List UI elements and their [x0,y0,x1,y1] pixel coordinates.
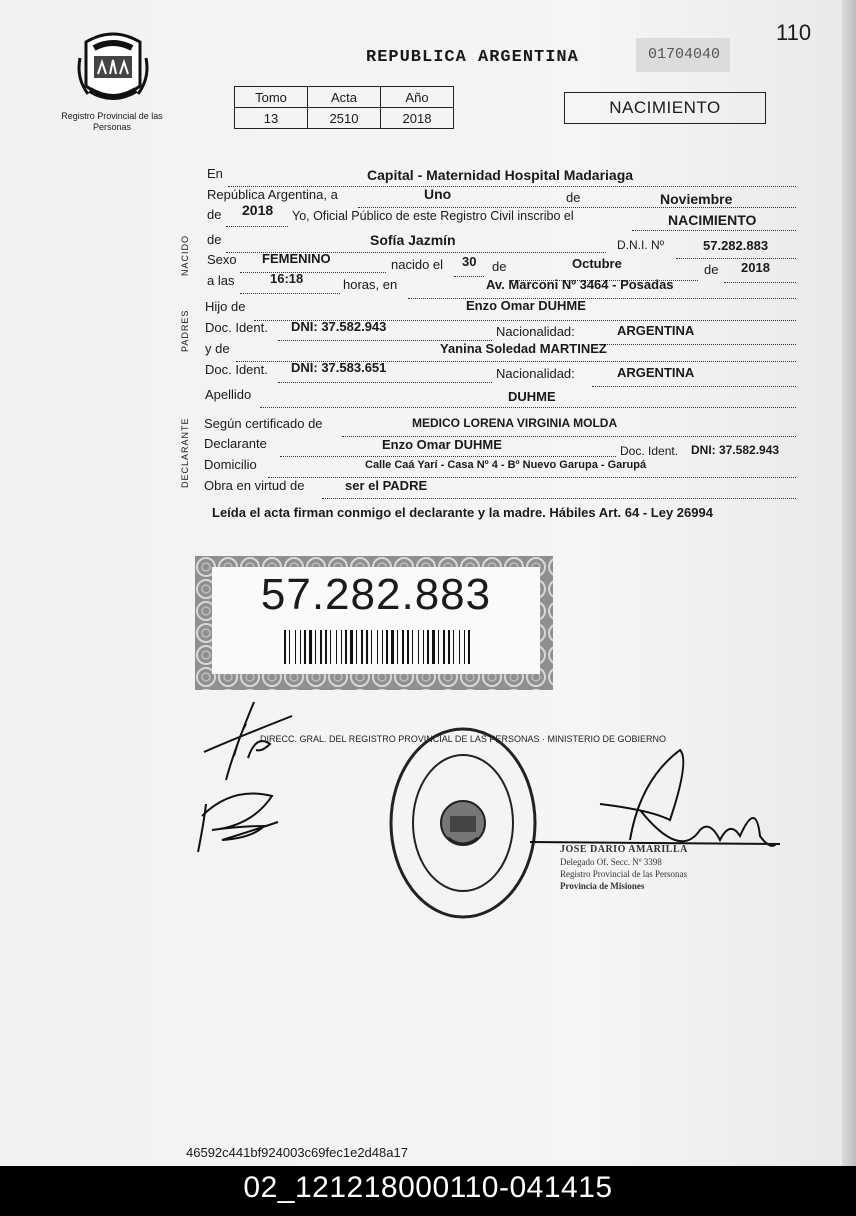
country-title: REPUBLICA ARGENTINA [366,48,579,67]
barcode-bar [427,630,429,664]
year-value: 2018 [242,202,274,218]
barcode-bar [418,630,419,664]
father-doc-label: Doc. Ident. [205,320,268,335]
nacido-label: nacido el [391,257,444,272]
sexo-label: Sexo [207,252,237,267]
birth-month: Octubre [572,256,622,271]
place-of-registration: Capital - Maternidad Hospital Madariaga [367,167,634,183]
hijo-label: Hijo de [205,299,246,314]
declarant-address: Calle Caá Yarí - Casa Nº 4 - Bº Nuevo Garupa - Garupá [365,459,647,471]
barcode [284,630,474,664]
official-province: Provincia de Misiones [560,881,645,891]
declarant-name: Enzo Omar DUHME [382,437,502,452]
declarante-label: Declarante [204,436,267,451]
father-nat-label: Nacionalidad: [496,324,575,339]
official-stamp-text [560,844,688,892]
barcode-bar [468,630,470,664]
birth-year: 2018 [741,260,770,275]
acta-header: Acta [308,87,381,108]
declarant-doc: DNI: 37.582.943 [691,443,780,457]
scan-id-bar [0,1166,856,1216]
barcode-bar [407,630,409,664]
child-name: Sofía Jazmín [370,232,456,248]
month-value: Noviembre [660,191,733,207]
barcode-bar [391,630,394,664]
certificate-doctor: MEDICO LORENA VIRGINIA MOLDA [412,416,618,430]
barcode-bar [284,630,286,664]
birth-day: 30 [462,254,477,269]
ano-value: 2018 [381,108,454,129]
obra-value: ser el PADRE [345,478,428,493]
alas-label: a las [207,273,235,288]
barcode-bar [371,630,372,664]
barcode-bar [304,630,306,664]
inscription-type: NACIMIENTO [668,212,757,228]
barcode-bar [453,630,454,664]
barcode-bar [325,630,327,664]
misiones-coat-of-arms-logo [76,28,150,110]
year-prefix: de [207,207,222,222]
father-name: Enzo Omar DUHME [466,298,586,313]
dni-label: D.N.I. Nº [617,238,665,252]
registry-caption: Registro Provincial de las Personas [61,111,163,132]
barcode-bar [341,630,342,664]
barcode-bar [289,630,290,664]
sexo-value: FEMENINO [262,251,331,266]
mother-doc-label: Doc. Ident. [205,362,268,377]
seal-text: DIRECC. GRAL. DEL REGISTRO PROVINCIAL DE LAS PERSONAS · MINISTERIO DE GOBIERNO [260,734,666,744]
barcode-bar [464,630,465,664]
domicilio-label: Domicilio [204,457,257,472]
birth-place: Av. Marconi Nº 3464 - Posadas [486,277,674,292]
barcode-bar [336,630,337,664]
de-label: de [566,190,581,205]
barcode-bar [320,630,322,664]
barcode-bar [300,630,301,664]
barcode-bar [459,630,460,664]
closing-statement: Leída el acta firman conmigo el declarante y la madre. Hábiles Art. 64 - Ley 26994 [212,505,713,520]
en-label: En [207,166,223,181]
official-statement: Yo, Oficial Público de este Registro Civil inscribo el [292,209,574,223]
barcode-bar [397,630,398,664]
barcode-bar [432,630,435,664]
day-value: Uno [424,186,452,202]
side-label-declarante: DECLARANTE [180,417,190,488]
father-nationality: ARGENTINA [617,323,695,338]
birth-time: 16:18 [270,271,304,286]
barcode-bar [366,630,368,664]
record-type-box: NACIMIENTO [564,92,766,124]
official-name: JOSE DARIO AMARILLA [560,844,688,855]
ano-header: Año [381,87,454,108]
serial-number: 01704040 [648,46,721,63]
barcode-bar [330,630,331,664]
barcode-bar [402,630,404,664]
side-label-nacido: NACIDO [180,234,190,276]
tomo-value: 13 [235,108,308,129]
barcode-bar [443,630,445,664]
tomo-header: Tomo [235,87,308,108]
barcode-bar [309,630,312,664]
side-label-padres: PADRES [180,309,190,352]
official-title: Delegado Of. Secc. Nº 3398 [560,857,662,867]
barcode-bar [386,630,388,664]
page-edge-shadow [842,0,856,1166]
barcode-bar [448,630,450,664]
tomo-acta-ano-table [234,86,454,129]
mother-doc: DNI: 37.583.651 [291,360,387,375]
name-label: de [207,232,222,247]
mother-nationality: ARGENTINA [617,365,695,380]
official-registry: Registro Provincial de las Personas [560,869,687,879]
yde-label: y de [205,341,230,356]
barcode-bar [377,630,378,664]
mother-name: Yanina Soledad MARTINEZ [440,341,607,356]
barcode-bar [345,630,347,664]
child-dni: 57.282.883 [703,238,769,253]
acta-value: 2510 [308,108,381,129]
barcode-bar [438,630,439,664]
barcode-bar [315,630,316,664]
page-number: 110 [776,20,812,45]
scan-id: 02_121218000110-041415 [243,1171,613,1204]
barcode-bar [356,630,357,664]
horas-label: horas, en [343,277,398,292]
apellido-value: DUHME [508,389,556,404]
barcode-bar [361,630,363,664]
de-label-2: de [492,259,507,274]
barcode-bar [412,630,413,664]
dni-sticker-number: 57.282.883 [260,570,492,619]
document-hash: 46592c441bf924003c69fec1e2d48a17 [186,1145,408,1160]
declarant-doc-label: Doc. Ident. [620,444,679,458]
barcode-bar [350,630,353,664]
mother-nat-label: Nacionalidad: [496,366,575,381]
barcode-bar [295,630,296,664]
apellido-label: Apellido [205,387,252,402]
father-doc: DNI: 37.582.943 [291,319,387,334]
mother-signature [192,786,282,861]
cert-label: Según certificado de [204,416,323,431]
barcode-bar [423,630,424,664]
de-label-3: de [704,262,719,277]
obra-label: Obra en virtud de [204,478,305,493]
republica-label: República Argentina, a [207,187,338,202]
barcode-bar [382,630,383,664]
